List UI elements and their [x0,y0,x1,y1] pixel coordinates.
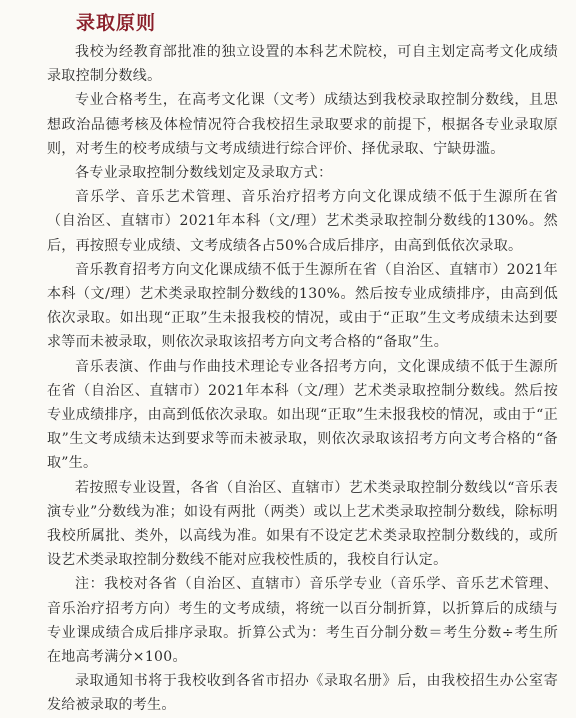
section-title: 录取原则 [76,12,157,34]
paragraph: 若按照专业设置，各省（自治区、直辖市）艺术类录取控制分数线以“音乐表演专业”分数线为准；如设有两批（两类）或以上艺术类录取控制分数线，除标明我校所属批、类外，以高线为准。如果有不设定艺术类录取控制分数线的，或所设艺术类录取控制分数线不能对应我校性质的，我校自行认定。 [47,479,558,569]
paragraph: 录取通知书将于我校收到各省市招办《录取名册》后，由我校招生办公室寄发给被录取的考生。 [47,673,558,714]
paragraph: 音乐教育招考方向文化课成绩不低于生源所在省（自治区、直辖市）2021年本科（文/理）艺术类录取控制分数线的130%。然后按专业成绩排序，由高到低依次录取。如出现“正取”生未报我校的情况，或由于“正取”生文考成绩未达到要求等而未被录取，则依次录取该招考方向文考合格的“备取”生。 [47,261,558,351]
paragraph: 注：我校对各省（自治区、直辖市）音乐学专业（音乐学、音乐艺术管理、音乐治疗招考方向）考生的文考成绩，将统一以百分制折算，以折算后的成绩与专业课成绩合成后排序录取。折算公式为：考生百分制分数＝考生分数÷考生所在地高考满分×100。 [47,576,558,666]
paragraph: 音乐学、音乐艺术管理、音乐治疗招考方向文化课成绩不低于生源所在省（自治区、直辖市）2021年本科（文/理）艺术类录取控制分数线的130%。然后，再按照专业成绩、文考成绩各占50%合成后排序，由高到低依次录取。 [47,189,558,254]
paragraph: 专业合格考生，在高考文化课（文考）成绩达到我校录取控制分数线，且思想政治品德考核及体检情况符合我校招生录取要求的前提下，根据各专业录取原则，对考生的校考成绩与文考成绩进行综合评价、择优录取、宁缺毋滥。 [47,92,558,157]
paragraph: 各专业录取控制分数线划定及录取方式： [75,165,333,182]
paragraph: 我校为经教育部批准的独立设置的本科艺术院校，可自主划定高考文化成绩录取控制分数线。 [47,44,558,85]
paragraph: 音乐表演、作曲与作曲技术理论专业各招考方向，文化课成绩不低于生源所在省（自治区、直辖市）2021年本科（文/理）艺术类录取控制分数线。然后按专业成绩排序，由高到低依次录取。如出现“正取”生未报我校的情况，或由于“正取”生文考成绩未达到要求等而未被录取，则依次录取该招考方向文考合格的“备取”生。 [47,358,558,472]
